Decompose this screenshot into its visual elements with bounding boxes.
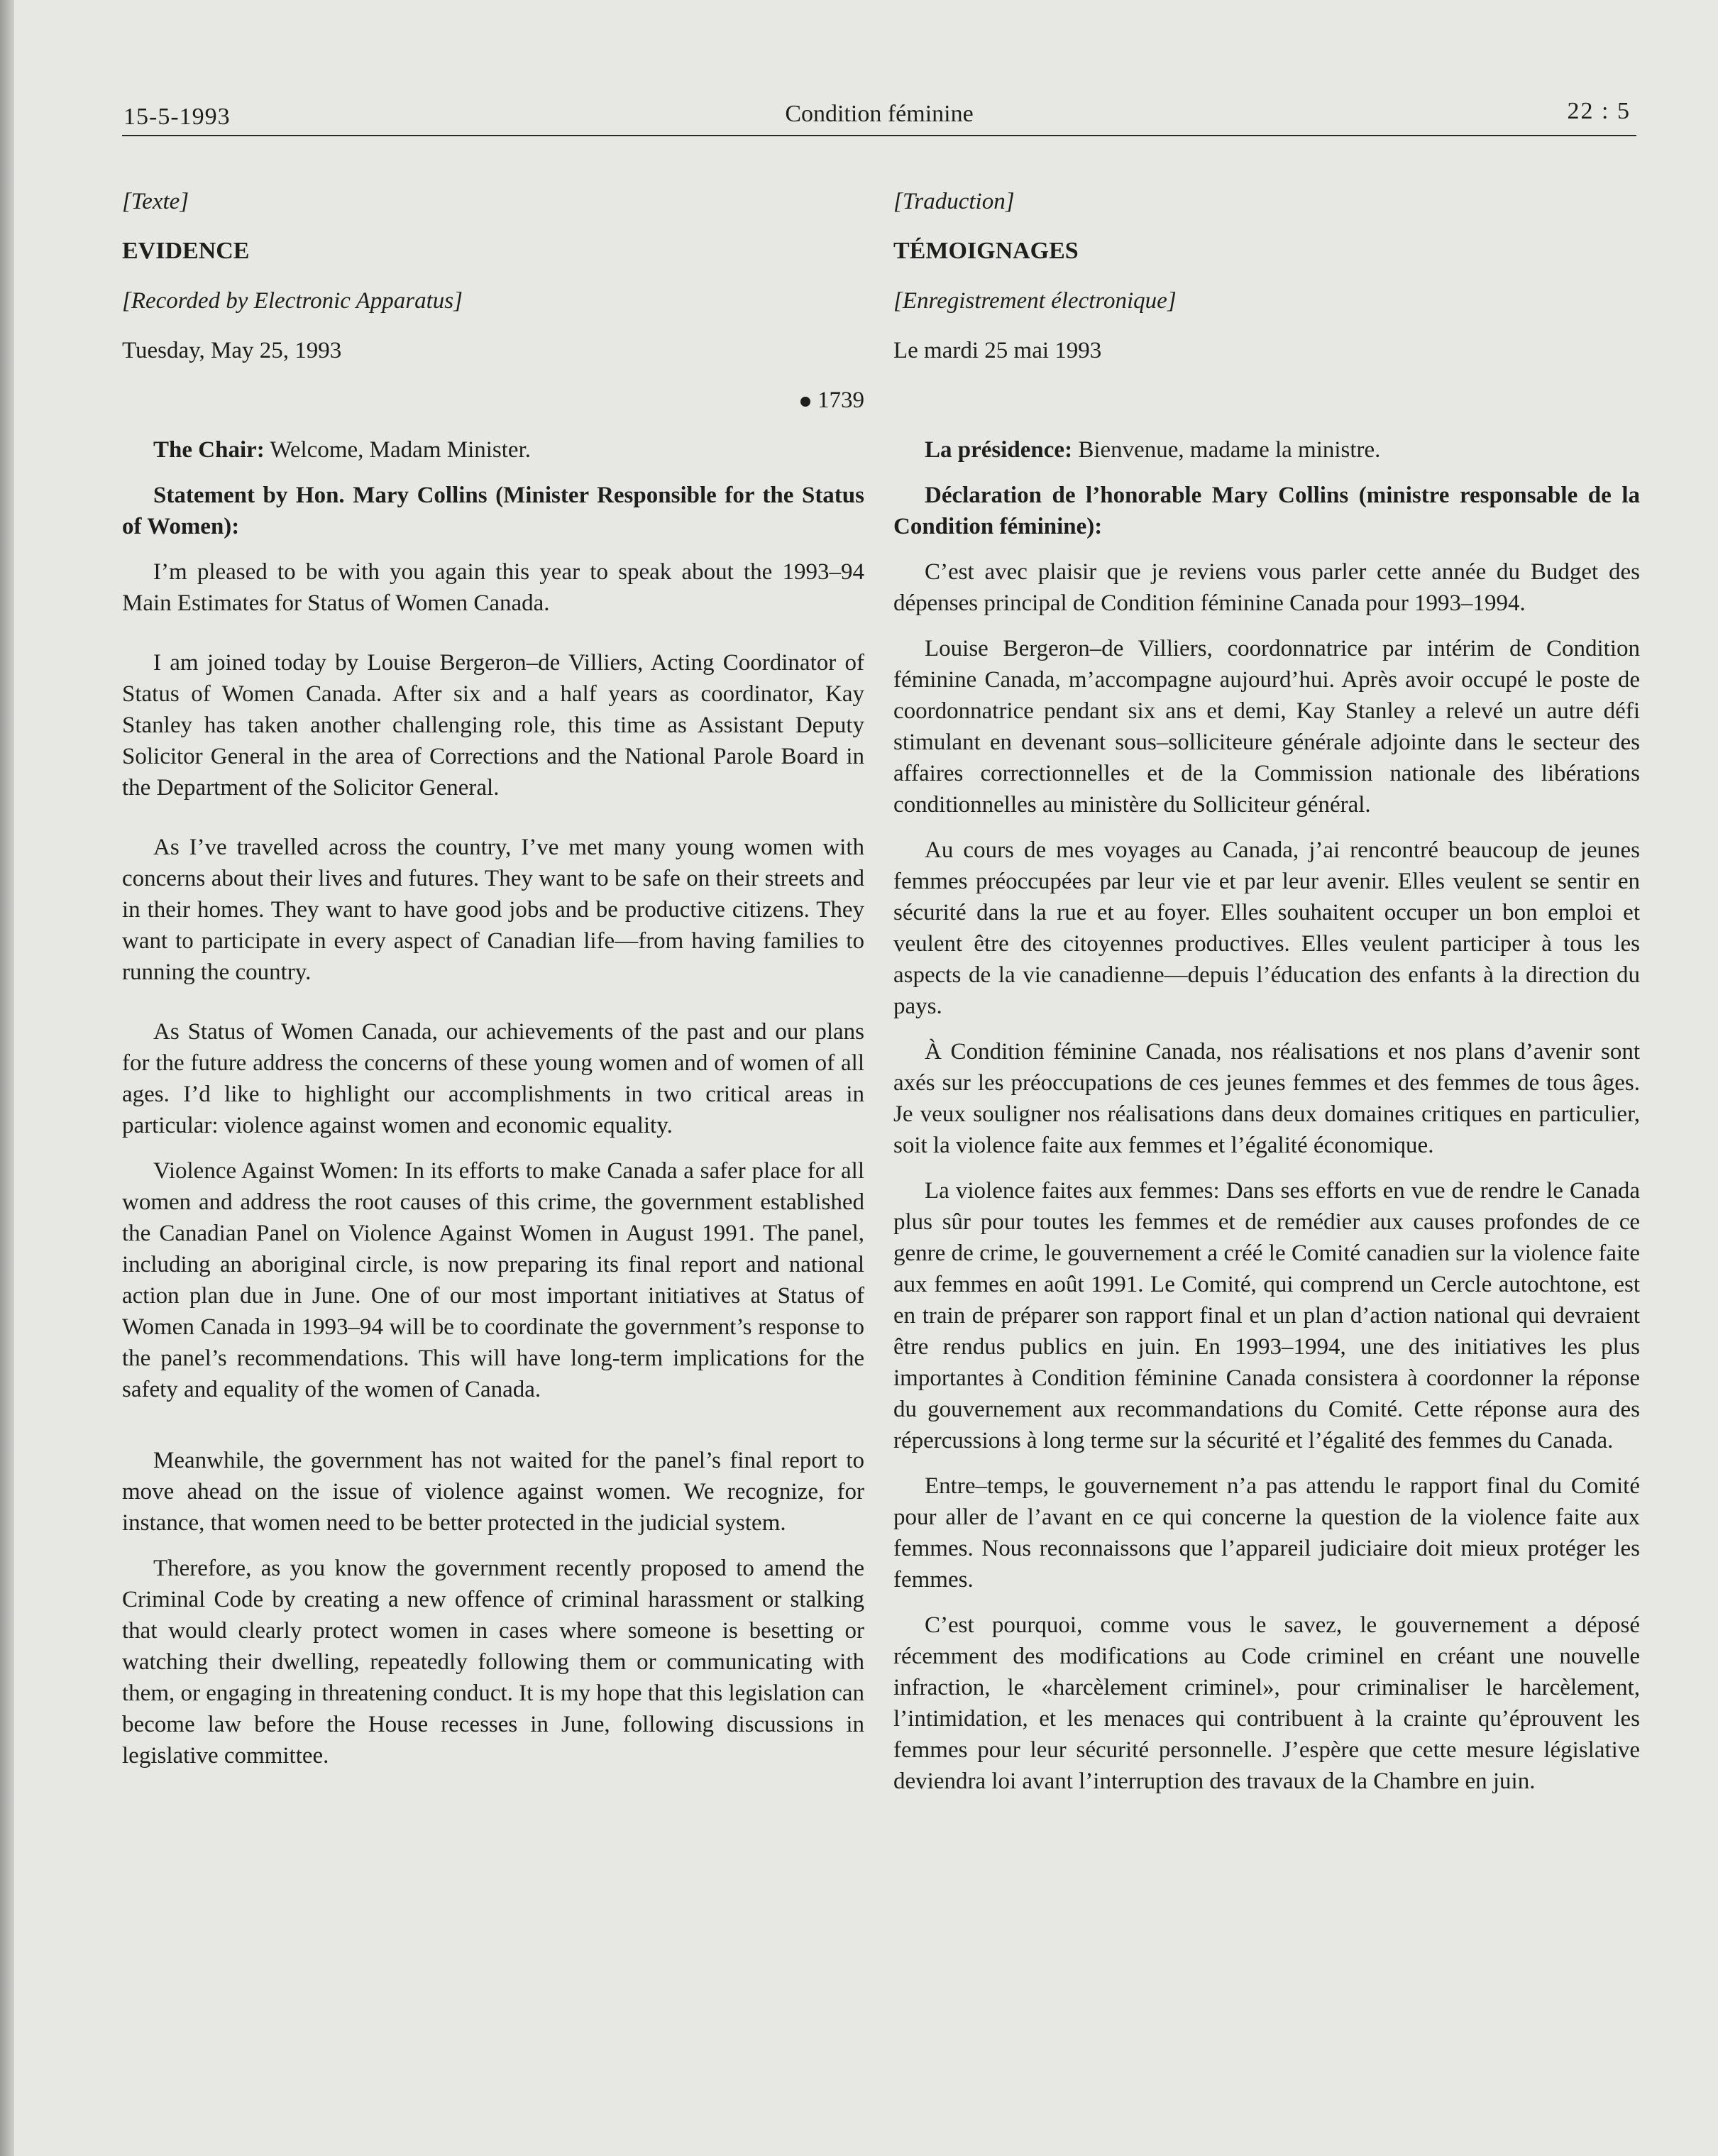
french-column	[893, 186, 1640, 1811]
paragraph: Violence Against Women: In its efforts to make Canada a safer place for all women and address the root causes of this crime, the government established the Canadian Panel on Violence Against Women in August 1991. The panel, including an aboriginal circle, is now preparing its final report and national action plan due in June. One of our most important initiatives at Status of Women Canada in 1993–94 will be to coordinate the government’s response to the panel’s recommendations. This will have long-term implications for the safety and equality of the women of Canada.	[122, 1158, 864, 1402]
speaker-label: La présidence:	[925, 437, 1073, 463]
sitting-date: Tuesday, May 25, 1993	[122, 338, 342, 363]
page-spine-shadow	[0, 0, 14, 2156]
paragraph: À Condition féminine Canada, nos réalisations et nos plans d’avenir sont axés sur les préoccupations de ces jeunes femmes et des femmes de tous âges. Je veux souligner nos réalisations dans deux domaines critiques en particulier, soit la violence faite aux femmes et l’égalité économique.	[893, 1039, 1640, 1158]
paragraph: C’est avec plaisir que je reviens vous parler cette année du Budget des dépenses principal de Condition féminine Canada pour 1993–1994.	[893, 559, 1640, 616]
paragraph: I am joined today by Louise Bergeron–de Villiers, Acting Coordinator of Status of Women Canada. After six and a half years as coordinator, Kay Stanley has taken another challenging role, this time as Assistant Deputy Solicitor General in the area of Corrections and the National Parole Board in the Department of the Solicitor General.	[122, 650, 864, 801]
paragraph: As Status of Women Canada, our achievements of the past and our plans for the future address the concerns of these young women and of women of all ages. I’d like to highlight our accomplishments in two critical areas in particular: violence against women and economic equality.	[122, 1019, 864, 1138]
header-date: 15-5-1993	[123, 104, 231, 130]
bullet-icon	[800, 397, 810, 407]
timestamp-spacer	[893, 385, 1640, 416]
chair-text: Bienvenue, madame la ministre.	[1072, 437, 1381, 463]
english-column	[122, 186, 864, 1786]
paragraph: Au cours de mes voyages au Canada, j’ai rencontré beaucoup de jeunes femmes préoccupées par leur vie et par leur avenir. Elles veulent se sentir en sécurité dans la rue et au foyer. Elles souhaitent occuper un bon emploi et veulent être des citoyennes productives. Elles veulent participer à tous les aspects de la vie canadienne—depuis l’éducation des enfants à la direction du pays.	[893, 837, 1640, 1019]
section-title: EVIDENCE	[122, 238, 250, 264]
text-tag: [Texte]	[122, 189, 189, 214]
section-title: TÉMOIGNAGES	[893, 238, 1079, 264]
text-tag: [Traduction]	[893, 189, 1015, 214]
paragraph: Louise Bergeron–de Villiers, coordonnatrice par intérim de Condition féminine Canada, m’accompagne aujourd’hui. Après avoir occupé le poste de coordonnatrice pendant six ans et demi, Kay Stanley a relevé un autre défi stimulant en devenant sous–solliciteure générale adjointe dans le secteur des affaires correctionnelles et de la Commission nationale des libérations conditionnelles au ministère du Solliciteur général.	[893, 636, 1640, 818]
statement-heading: Statement by Hon. Mary Collins (Minister Responsible for the Status of Women):	[122, 483, 864, 539]
sitting-date: Le mardi 25 mai 1993	[893, 338, 1102, 363]
recording-note: [Recorded by Electronic Apparatus]	[122, 288, 463, 314]
paragraph: Meanwhile, the government has not waited for the panel’s final report to move ahead on the issue of violence against women. We recognize, for instance, that women need to be better protected in the judicial system.	[122, 1448, 864, 1536]
timestamp	[122, 385, 864, 416]
paragraph: I’m pleased to be with you again this year to speak about the 1993–94 Main Estimates for Status of Women Canada.	[122, 559, 864, 616]
chair-text: Welcome, Madam Minister.	[264, 437, 531, 463]
statement-heading: Déclaration de l’honorable Mary Collins (ministre responsable de la Condition féminine):	[893, 483, 1640, 539]
recording-note: [Enregistrement électronique]	[893, 288, 1177, 314]
speaker-label: The Chair:	[153, 437, 265, 463]
timestamp-value: 1739	[817, 387, 864, 413]
paragraph: Entre–temps, le gouvernement n’a pas attendu le rapport final du Comité pour aller de l’avant en ce qui concerne la question de la violence faite aux femmes. Nous reconnaissons que l’appareil judiciaire doit mieux protéger les femmes.	[893, 1473, 1640, 1593]
header-title: Condition féminine	[785, 101, 974, 127]
chair-remark	[122, 434, 864, 466]
paragraph: As I’ve travelled across the country, I’ve met many young women with concerns about their lives and futures. They want to be safe on their streets and in their homes. They want to have good jobs and be productive citizens. They want to participate in every aspect of Canadian life—from having families to running the country.	[122, 835, 864, 985]
chair-remark	[893, 434, 1640, 466]
paragraph: La violence faites aux femmes: Dans ses efforts en vue de rendre le Canada plus sûr pour toutes les femmes et de remédier aux causes profondes de ce genre de crime, le gouvernement a créé le Comité canadien sur la violence faite aux femmes en août 1991. Le Comité, qui comprend un Cercle autochtone, est en train de préparer son rapport final et un plan d’action national qui devraient être rendus publics en juin. En 1993–1994, une des initiatives les plus importantes à Condition féminine Canada consistera à coordonner la réponse du gouvernement aux recommandations du Comité. Cette réponse aura des répercussions à long terme sur la sécurité et l’égalité des femmes du Canada.	[893, 1178, 1640, 1453]
page-header	[122, 91, 1636, 136]
header-page-number: 22 : 5	[1567, 98, 1631, 124]
paragraph: Therefore, as you know the government recently proposed to amend the Criminal Code by creating a new offence of criminal harassment or stalking that would clearly protect women in cases where someone is besetting or watching their dwelling, repeatedly following them or communicating with them, or engaging in threatening conduct. It is my hope that this legislation can become law before the House recesses in June, following discussions in legislative committee.	[122, 1556, 864, 1769]
paragraph: C’est pourquoi, comme vous le savez, le gouvernement a déposé récemment des modifications au Code criminel en créant une nouvelle infraction, le «harcèlement criminel», pour criminaliser le harcèlement, l’intimidation, et les menaces qui contribuent à la crainte qu’éprouvent les femmes pour leur sécurité personnelle. J’espère que cette mesure législative deviendra loi avant l’interruption des travaux de la Chambre en juin.	[893, 1612, 1640, 1794]
